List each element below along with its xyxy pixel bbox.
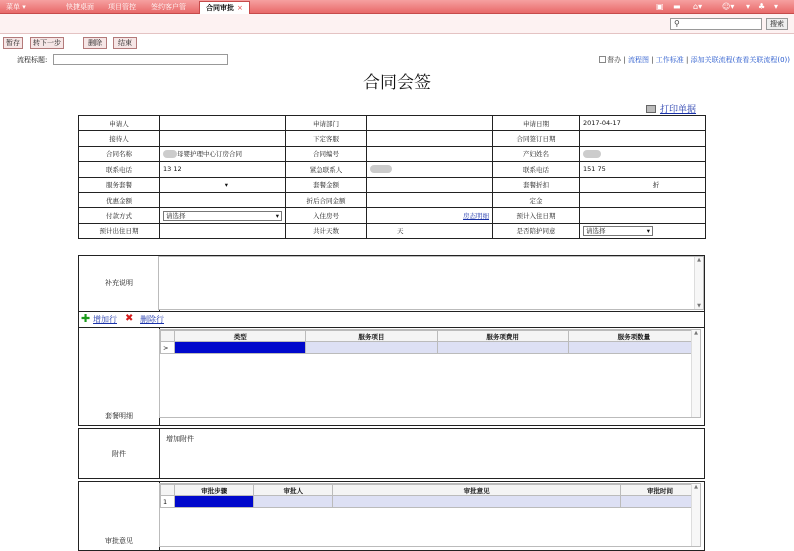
package-amount-label: 套餐金额 — [286, 177, 367, 192]
contract-number-value[interactable] — [367, 146, 493, 161]
tab-signed-customer[interactable]: 签约客户管 — [151, 3, 186, 11]
mother-name-label: 产妇姓名 — [493, 146, 580, 161]
form-row — [79, 131, 706, 146]
delete-icon: ✖ — [125, 313, 134, 324]
help-icon[interactable]: ☺▾ — [722, 2, 735, 11]
plus-icon: ✚ — [81, 312, 91, 325]
service-package-select[interactable] — [163, 180, 282, 190]
attachment-label: 附件 — [112, 450, 126, 458]
service-quantity-cell[interactable] — [568, 342, 699, 354]
column-type[interactable]: 类型 — [175, 331, 306, 342]
work-standard-link[interactable]: 工作标准 — [655, 56, 684, 64]
package-amount-value[interactable] — [367, 177, 493, 192]
department-label: 申请部门 — [286, 116, 367, 131]
contract-number-label: 合同编号 — [286, 146, 367, 161]
form-row — [79, 177, 706, 192]
package-grid — [159, 329, 701, 418]
flow-links: 督办 | 流程图 | 工作标准 | 添加关联流程(查看关联流程(0)) — [599, 55, 790, 65]
discounted-contract-amount-label: 折后合同金额 — [286, 192, 367, 207]
form-row — [79, 223, 706, 238]
form-row — [79, 116, 706, 131]
supervise-checkbox[interactable] — [599, 56, 606, 63]
tab-label: 合同审批 — [206, 4, 234, 12]
delete-row-link[interactable]: 删除行 — [140, 315, 164, 324]
approval-opinion-cell[interactable] — [333, 496, 621, 508]
print-form-link[interactable] — [646, 102, 696, 115]
tab-quick-desktop[interactable]: 快捷桌面 — [66, 3, 94, 11]
scrollbar[interactable]: ▲ — [691, 330, 700, 417]
home-icon[interactable]: ⌂▾ — [693, 2, 703, 11]
expected-checkin-label: 预计入住日期 — [493, 208, 580, 223]
room-status-link[interactable]: 房态明细 — [463, 212, 489, 221]
booking-service-value[interactable] — [367, 131, 493, 146]
attachment-block — [78, 428, 705, 479]
row-marker: > — [161, 342, 175, 354]
user-icon[interactable]: ♣ — [758, 2, 766, 11]
column-service-quantity[interactable]: 服务项数量 — [568, 331, 699, 342]
printer-icon — [646, 105, 656, 113]
chevron-down-icon: ▾ — [275, 211, 279, 220]
contract-name-label: 合同名称 — [79, 146, 160, 161]
total-days-label: 共计天数 — [286, 223, 367, 238]
column-approval-step[interactable]: 审批步骤 — [175, 485, 254, 496]
column-approval-opinion[interactable]: 审批意见 — [333, 485, 621, 496]
column-approval-time[interactable]: 审批时间 — [620, 485, 699, 496]
package-discount-label: 套餐折扣 — [493, 177, 580, 192]
next-step-button[interactable]: 转下一步 — [30, 37, 64, 49]
escort-consent-cell — [580, 223, 706, 238]
column-approver[interactable]: 审批人 — [254, 485, 333, 496]
deposit-label: 定金 — [493, 192, 580, 207]
flow-title-row — [0, 54, 794, 66]
chevron-down-icon: ▾ — [646, 226, 650, 235]
discount-amount-value[interactable] — [160, 192, 286, 207]
emergency-contact-value[interactable] — [367, 162, 493, 177]
table-row[interactable] — [161, 496, 700, 508]
apply-date-value[interactable]: 2017-04-17 — [580, 116, 706, 131]
contact-phone-label: 联系电话 — [493, 162, 580, 177]
monitor-icon[interactable]: ▬ — [673, 2, 681, 11]
supervise-label: 督办 — [607, 56, 622, 64]
supplement-label: 补充说明 — [105, 279, 133, 287]
payment-method-selected: 请选择 — [166, 212, 186, 221]
payment-method-select[interactable] — [163, 211, 282, 221]
column-service-fee[interactable]: 服务项费用 — [437, 331, 568, 342]
add-row-link[interactable]: 增加行 — [93, 315, 117, 324]
flow-title-input[interactable] — [53, 54, 228, 65]
scrollbar[interactable]: ▲ — [691, 484, 700, 546]
redacted-text — [583, 150, 601, 158]
package-discount-value[interactable]: 折 — [580, 177, 706, 192]
row-actions — [78, 311, 705, 327]
form-row — [79, 208, 706, 223]
receptionist-label: 接待人 — [79, 131, 160, 146]
mother-name-value[interactable] — [580, 146, 706, 161]
contract-sign-date-value[interactable] — [580, 131, 706, 146]
escort-consent-select[interactable] — [583, 226, 653, 236]
discounted-contract-amount-value[interactable] — [367, 192, 493, 207]
search-input[interactable] — [670, 18, 762, 30]
applicant-value[interactable] — [160, 116, 286, 131]
approval-grid — [159, 483, 701, 547]
room-number-cell — [367, 208, 493, 223]
search-bar — [0, 14, 794, 34]
flow-title-label: 流程标题: — [17, 56, 48, 64]
window-icon[interactable]: ▣ — [656, 2, 664, 11]
print-label: 打印单据 — [660, 105, 697, 115]
add-attachment-link[interactable]: 增加附件 — [166, 435, 194, 443]
department-value[interactable] — [367, 116, 493, 131]
top-tab-bar — [0, 0, 794, 14]
grid-corner — [161, 485, 175, 496]
view-related-flow-link[interactable]: (查看关联流程(0)) — [732, 56, 790, 64]
expected-checkout-value[interactable] — [160, 223, 286, 238]
column-service-item[interactable]: 服务项目 — [306, 331, 437, 342]
contract-form-table — [78, 115, 706, 239]
contact-phone-value[interactable]: 151 75 — [580, 162, 706, 177]
expected-checkout-label: 预计出住日期 — [79, 223, 160, 238]
form-row — [79, 162, 706, 177]
contract-name-text: 母婴护理中心订房合同 — [177, 150, 242, 159]
close-icon[interactable]: × — [237, 4, 243, 12]
grid-corner — [161, 331, 175, 342]
total-days-value[interactable]: 天 — [367, 223, 493, 238]
service-fee-cell[interactable] — [437, 342, 568, 354]
booking-service-label: 下定客服 — [286, 131, 367, 146]
supplement-textarea[interactable] — [158, 256, 704, 310]
payment-method-label: 付款方式 — [79, 208, 160, 223]
service-item-cell[interactable] — [306, 342, 437, 354]
chevron-down-icon[interactable]: ▾ — [746, 2, 751, 11]
row-number: 1 — [161, 496, 175, 508]
add-related-flow-link[interactable]: 添加关联流程 — [690, 56, 733, 64]
search-button[interactable]: 搜索 — [766, 18, 788, 30]
tab-menu[interactable]: 菜单 ▾ — [6, 3, 26, 11]
page-title: 合同会签 — [363, 73, 431, 93]
service-package-cell — [160, 177, 286, 192]
approval-time-cell[interactable] — [620, 496, 699, 508]
room-number-label: 入住房号 — [286, 208, 367, 223]
finish-button[interactable]: 结束 — [113, 37, 137, 49]
escort-consent-label: 是否陪护同意 — [493, 223, 580, 238]
redacted-text — [370, 165, 392, 173]
tab-project-control[interactable]: 项目管控 — [108, 3, 136, 11]
emergency-contact-label: 紧急联系人 — [286, 162, 367, 177]
table-row[interactable] — [161, 342, 700, 354]
approval-step-cell[interactable] — [175, 496, 254, 508]
flowchart-link[interactable]: 流程图 — [627, 56, 649, 64]
applicant-label: 申请人 — [79, 116, 160, 131]
expected-checkin-value[interactable] — [580, 208, 706, 223]
scrollbar[interactable]: ▲ ▼ — [694, 257, 703, 309]
form-row — [79, 146, 706, 161]
phone-value[interactable]: 13 12 — [160, 162, 286, 177]
save-draft-button[interactable]: 暂存 — [3, 37, 23, 49]
discount-amount-label: 优惠金额 — [79, 192, 160, 207]
deposit-value[interactable] — [580, 192, 706, 207]
apply-date-label: 申请日期 — [493, 116, 580, 131]
escort-consent-selected: 请选择 — [586, 227, 606, 236]
approval-label: 审批意见 — [105, 537, 133, 545]
search-icon: ⚲ — [674, 19, 680, 28]
receptionist-value[interactable] — [160, 131, 286, 146]
divider — [159, 429, 160, 478]
redacted-text — [163, 150, 177, 158]
more-icon[interactable]: ▾ — [774, 2, 779, 11]
contract-name-value[interactable] — [160, 146, 286, 161]
payment-method-cell — [160, 208, 286, 223]
form-row — [79, 192, 706, 207]
chevron-down-icon: ▾ — [224, 180, 228, 189]
package-detail-label: 套餐明细 — [105, 412, 133, 420]
tab-contract-approval[interactable] — [199, 1, 250, 14]
type-cell[interactable] — [175, 342, 306, 354]
service-package-label: 服务套餐 — [79, 177, 160, 192]
delete-button[interactable]: 删除 — [83, 37, 107, 49]
approver-cell[interactable] — [254, 496, 333, 508]
phone-label: 联系电话 — [79, 162, 160, 177]
contract-sign-date-label: 合同签订日期 — [493, 131, 580, 146]
